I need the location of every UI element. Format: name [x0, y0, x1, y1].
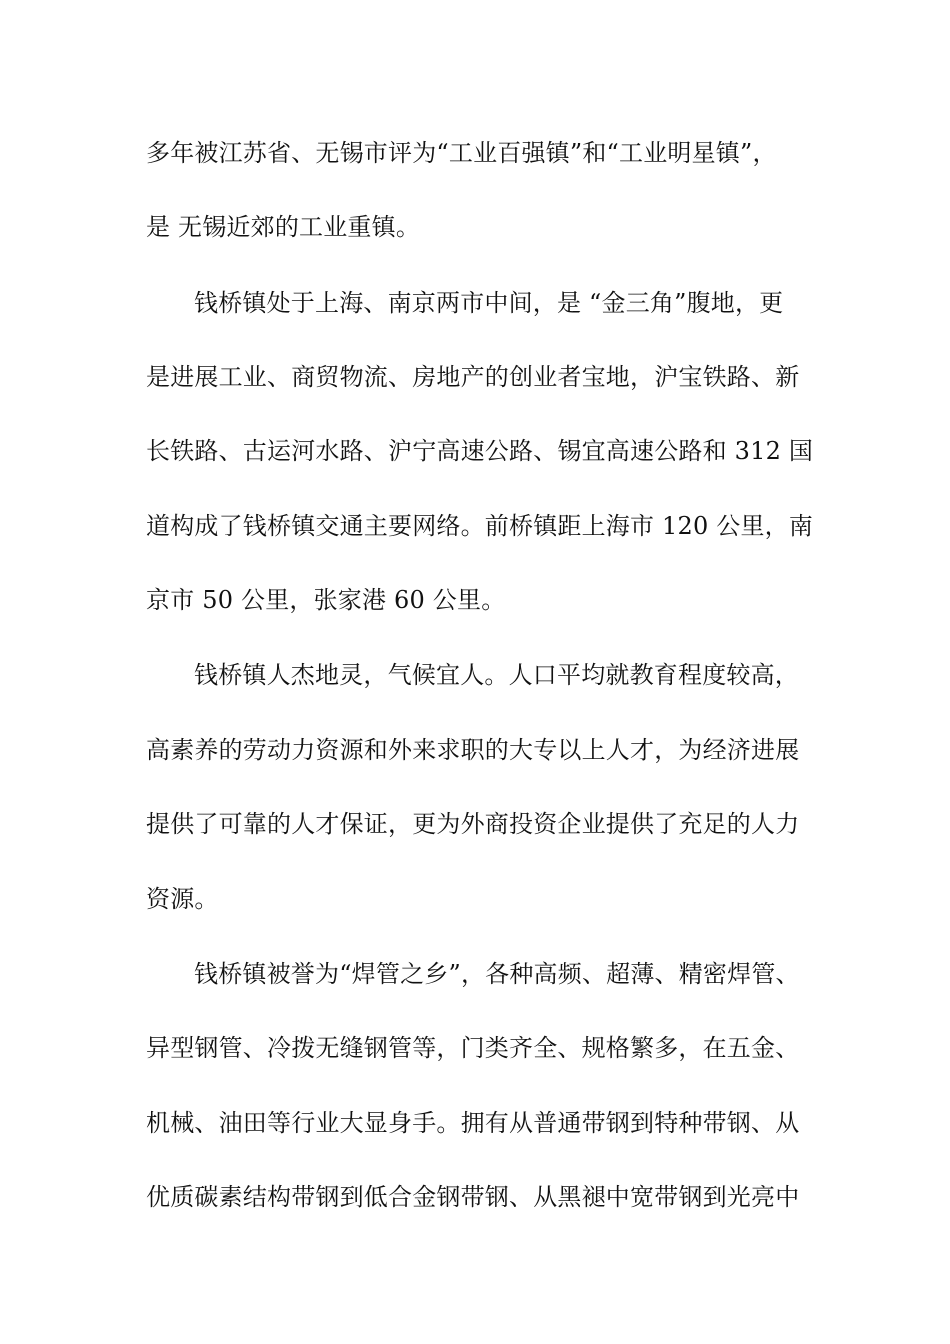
text-line: 优质碳素结构带钢到低合金钢带钢、从黑褪中宽带钢到光亮中: [146, 1183, 800, 1211]
paragraph-first-line: 钱桥镇人杰地灵，气候宜人。人口平均就教育程度较高，: [194, 661, 799, 689]
text-line: 提供了可靠的人才保证，更为外商投资企业提供了充足的人力: [146, 810, 800, 838]
text-line: 是进展工业、商贸物流、房地产的创业者宝地，沪宝铁路、新: [146, 363, 800, 391]
paragraph-first-line: 钱桥镇被誉为“焊管之乡”，各种高频、超薄、精密焊管、: [194, 960, 800, 988]
text-line: 长铁路、古运河水路、沪宁高速公路、锡宜高速公路和 312 国: [146, 437, 814, 465]
text-line: 多年被江苏省、无锡市评为“工业百强镇”和“工业明星镇”，: [146, 139, 777, 167]
paragraph-first-line: 钱桥镇处于上海、南京两市中间，是 “金三角”腹地，更: [194, 289, 784, 317]
text-line: 道构成了钱桥镇交通主要网络。前桥镇距上海市 120 公里，南: [146, 512, 814, 540]
text-line: 异型钢管、冷拨无缝钢管等，门类齐全、规格繁多，在五金、: [146, 1034, 800, 1062]
text-line: 资源。: [146, 885, 219, 913]
text-line: 是 无锡近郊的工业重镇。: [146, 213, 421, 241]
text-line: 京市 50 公里，张家港 60 公里。: [146, 586, 506, 614]
text-line: 机械、油田等行业大显身手。拥有从普通带钢到特种带钢、从: [146, 1109, 800, 1137]
text-line: 高素养的劳动力资源和外来求职的大专以上人才，为经济进展: [146, 736, 800, 764]
